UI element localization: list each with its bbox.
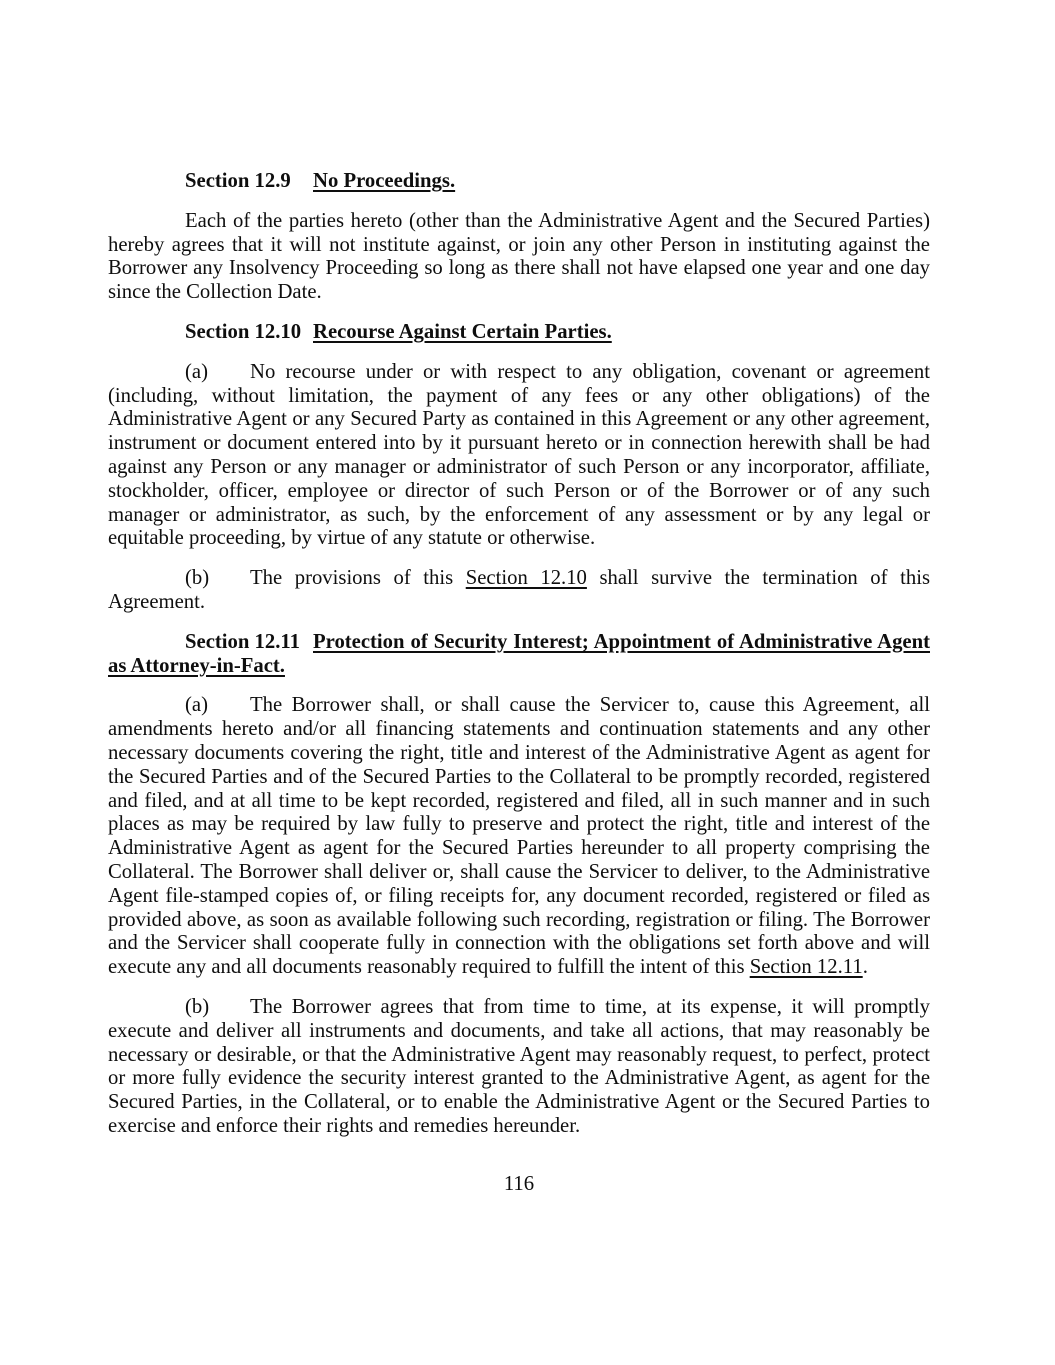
paragraph-12-10-a	[108, 361, 930, 551]
section-heading-12-9	[108, 170, 930, 194]
page-number: 116	[503, 1172, 535, 1195]
paragraph-text-12-11-a-before: The Borrower shall, or shall cause the Servicer to, cause this Agreement, all amendments hereto and/or all financing statements and continuation statements and any other necessary documents covering the right, title and interest of the Administrative Agent as agent for the Secured Parties and of the Secured Parties to the Collateral to be promptly recorded, registered and filed, and at all time to be kept recorded, registered and filed, all in such manner and in such places as may be required by law fully to preserve and protect the right, title and interest of the Administrative Agent as agent for the Secured Parties hereunder to all property comprising the Collateral. The Borrower shall deliver or, shall cause the Servicer to deliver, to the Administrative Agent file-stamped copies of, or filing receipts for, any document recorded, registered or filed as provided above, as soon as available following such recording, registration or filing. The Borrower and the Servicer shall cooperate fully in connection with the obligations set forth above and will execute any and all documents reasonably required to fulfill the intent of this	[108, 694, 930, 979]
section-number-12-10: Section 12.10	[185, 320, 302, 343]
section-number-12-9: Section 12.9	[185, 170, 291, 192]
paragraph-label-12-10-a: (a)	[185, 360, 208, 383]
section-ref-12-10: Section 12.10	[465, 567, 587, 590]
paragraph-text-12-10-a: No recourse under or with respect to any obligation, covenant or agreement (including, without limitation, the payment of any fees or any other obligations) of the Administrative Agent or any Secured Party as contained in this Agreement or any other agreement, instrument or document entered into by it pursuant hereto or in connection herewith shall be had against any Person or any manager or administrator of such Person or any incorporator, affiliate, stockholder, officer, employee or director of such Person or of the Borrower or of any such manager or administrator, as such, by the enforcement of any assessment or by any legal or equitable proceeding, by virtue of any statute or otherwise.	[108, 360, 930, 550]
section-heading-12-11	[108, 631, 930, 679]
section-title-12-11: Protection of Security Interest; Appointment of Administrative Agent as Attorney-in-Fact.	[108, 630, 930, 677]
paragraph-12-9-body: Each of the parties hereto (other than the Administrative Agent and the Secured Parties) hereby agrees that it will not institute against, or join any other Person in instituting against the Borrower any Insolvency Proceeding so long as there shall not have elapsed one year and one day since the Collection Date.	[108, 209, 930, 304]
paragraph-label-12-11-a: (a)	[185, 694, 208, 717]
section-number-12-11: Section 12.11	[185, 630, 300, 653]
paragraph-label-12-10-b: (b)	[185, 567, 210, 590]
paragraph-12-10-b	[108, 567, 930, 615]
section-title-12-9: No Proceedings.	[313, 170, 456, 192]
paragraph-12-11-a	[108, 694, 930, 980]
section-title-12-10: Recourse Against Certain Parties.	[313, 320, 612, 343]
paragraph-label-12-11-b: (b)	[185, 995, 210, 1018]
paragraph-text-12-10-b-before: The provisions of this	[250, 567, 466, 590]
paragraph-text-12-11-a-after: .	[862, 956, 868, 979]
section-heading-12-10	[108, 321, 930, 345]
paragraph-text-12-11-b: The Borrower agrees that from time to time, at its expense, it will promptly execute and deliver all instruments and documents, and take all actions, that may reasonably be necessary or desirable, or that the Administrative Agent may reasonably request, to perfect, protect or more fully evidence the security interest granted to the Administrative Agent, as agent for the Secured Parties, in the Collateral, or to enable the Administrative Agent or the Secured Parties to exercise and enforce their rights and remedies hereunder.	[108, 995, 930, 1137]
section-ref-12-11: Section 12.11	[749, 956, 863, 979]
paragraph-text-12-10-b-after: shall survive the termination of this Agreement.	[108, 567, 930, 613]
paragraph-12-11-b	[108, 996, 930, 1139]
